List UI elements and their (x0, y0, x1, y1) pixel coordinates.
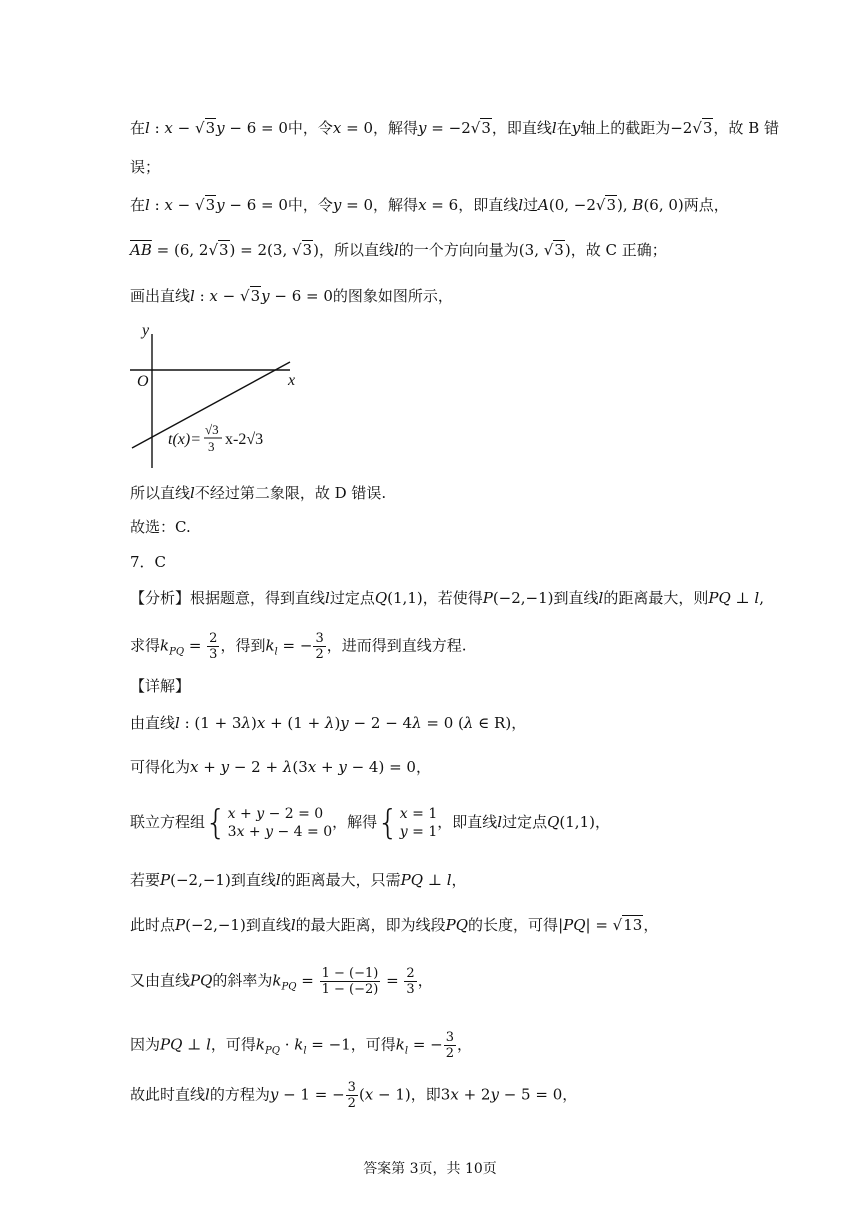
text-line-19: 故此时直线l的方程为y − 1 = − $\frac{3}{2}$ (x − 1)，即3x + 2y − 5 = 0， (130, 1080, 578, 1111)
text-line-9: 【分析】根据题意，得到直线l过定点Q(1,1)，若使得P(−2,−1)到直线l的距离最大，则PQ ⊥ l, (130, 589, 765, 607)
origin-label: O (137, 373, 149, 390)
y-axis-label: y (142, 322, 150, 339)
page-footer: 答案第 3页，共 10页 (363, 1161, 497, 1177)
text-line-15: 若要P(−2,−1)到直线l的距离最大，只需PQ ⊥ l， (130, 871, 467, 889)
text-line-5: 画出直线l : x − √3y − 6 = 0的图象如图所示， (130, 287, 453, 305)
text-line-7: 故选：C. (130, 518, 191, 536)
text-line-11: 【详解】 (130, 677, 191, 695)
function-fraction-numerator: √3 (205, 422, 219, 437)
function-label: t(x)= (168, 431, 201, 448)
text-line-3: 在l : x − √3y − 6 = 0中，令y = 0，解得x = 6，即直线l过A(0, −2√3), B(6, 0)两点， (130, 196, 729, 214)
text-line-12: 由直线l : (1 + 3λ)x + (1 + λ)y − 2 − 4λ = 0 (λ ∈ R)， (130, 714, 527, 732)
function-fraction-denominator: 3 (208, 439, 215, 454)
function-rest: x-2√3 (225, 431, 264, 448)
text-line-6: 所以直线l不经过第二象限，故 D 错误. (130, 484, 387, 502)
line-graph-figure (128, 320, 308, 470)
x-axis-label: x (288, 372, 296, 389)
text-line-18: 因为PQ ⊥ l，可得$k_{PQ} \cdot k_l = -1$，可得$k_l$ = − $\frac{3}{2}$ ， (130, 1030, 473, 1061)
text-line-16: 此时点P(−2,−1)到直线l的最大距离，即为线段PQ的长度，可得|PQ| = √13， (130, 916, 659, 934)
text-line-10: 求得$k_{PQ}$ = $\frac{2}{3}$ ，得到$k_l$ = − $\frac{3}{2}$ ，进而得到直线方程. (130, 631, 467, 662)
graph-svg (128, 320, 308, 470)
text-line-1: 在l : x − √3y − 6 = 0中，令x = 0，解得y = −2√3，即直线l在y轴上的截距为−2√3，故 B 错 (130, 119, 779, 137)
text-line-13: 可得化为x + y − 2 + λ(3x + y − 4) = 0， (130, 758, 431, 776)
text-line-14: 联立方程组{ x + y − 2 = 0 3x + y − 4 = 0 ，解得{ x = 1 y = 1 ，即直线l过定点Q(1,1)， (130, 803, 610, 843)
text-line-2: 误； (130, 158, 161, 176)
text-line-8: 7．C (130, 553, 167, 571)
text-line-17: 又由直线PQ的斜率为$k_{PQ}$ = $\frac{1 - (-1)}{1 - (-2)}$ = $\frac{2}{3}$ ， (130, 966, 433, 997)
text-line-4: $\overline{AB} = (6$, 2√3) = 2(3, √3)，所以直线l的一个方向向量为(3, √3)，故 C 正确； (130, 241, 667, 259)
